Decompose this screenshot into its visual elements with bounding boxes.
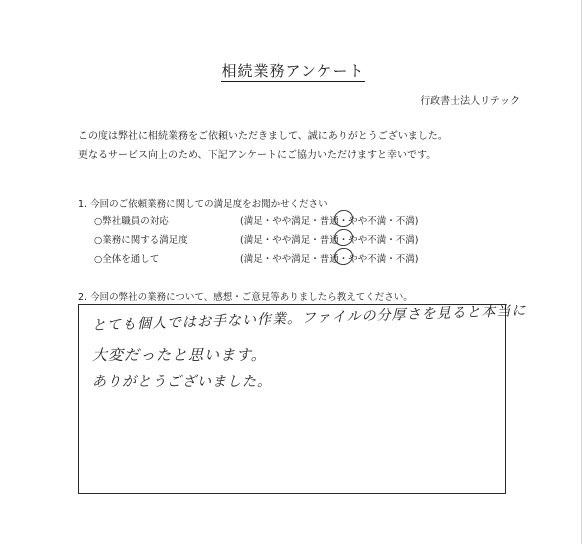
intro-line-1: この度は弊社に相続業務をご依頼いただきまして、誠にありがとうございました。 [78,131,448,142]
question-1-label: 1. 今回のご依頼業務に関しての満足度をお聞かせください [78,199,328,210]
survey-title [0,60,586,81]
handwritten-answer-line-1: とても個人ではお手ない作業。ファイルの分厚さを見ると本当に [91,302,527,334]
rating-options: (満足・やや満足・普通・やや不満・不満) [240,254,419,265]
rating-row-label: ○弊社職員の対応 [94,216,169,227]
rating-options: (満足・やや満足・普通・やや不満・不満) [240,235,419,246]
handwritten-answer-line-3: ありがとうございました。 [92,374,272,390]
rating-row-label: ○全体を通して [94,254,160,265]
satisfaction-rows [94,213,494,270]
intro-line-2: 更なるサービス向上のため、下記アンケートにご協力いただけますと幸いです。 [78,150,437,161]
survey-title-text: 相続業務アンケート [221,62,365,80]
rating-row-overall [94,251,494,270]
rating-row-service [94,232,494,251]
rating-row-label: ○業務に関する満足度 [94,235,188,246]
rating-row-staff [94,213,494,232]
page-edge [581,0,582,544]
rating-options: (満足・やや満足・普通・やや不満・不満) [240,216,419,227]
handwritten-answer-line-2: 大変だったと思います。 [92,346,267,364]
company-name: 行政書士法人リテック [420,96,520,107]
question-2-label: 2. 今回の弊社の業務について、感想・ご意見等ありましたら教えてください。 [78,292,413,303]
intro-text [78,127,448,165]
